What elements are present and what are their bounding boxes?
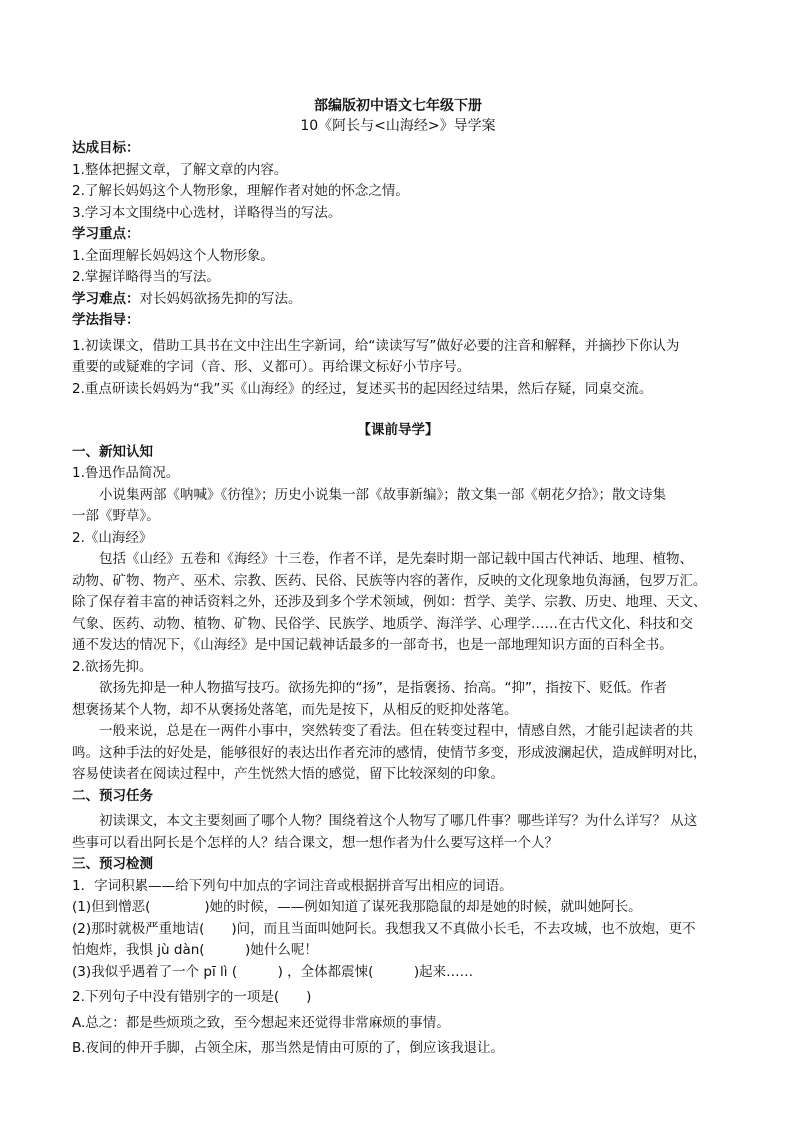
part1-item3-p2-line: 一般来说，总是在一两件小事中，突然转变了看法。但在转变过程中，情感自然，才能引起读者的共 xyxy=(99,723,693,739)
goal-item: 1.整体把握文章，了解文章的内容。 xyxy=(72,161,288,178)
key-points-heading: 学习重点： xyxy=(72,226,140,242)
question-2: 2.下列句子中没有错别字的一项是( ) xyxy=(72,989,312,1005)
part1-item3-p2-line: 鸣。这种手法的好处是，能够很好的表达出作者充沛的感情，使情节多变，形成波澜起伏，造成鲜明对比， xyxy=(72,744,707,761)
method-line: 1.初读课文，借助工具书在文中注出生字新词，给“读读写写”做好必要的注音和解释，并摘抄下你认为 xyxy=(72,337,680,354)
key-point-item: 1.全面理解长妈妈这个人物形象。 xyxy=(72,247,274,264)
question-1-item: 怕炮炸，我惧 jù dàn( )她什么呢！ xyxy=(72,942,318,958)
part1-item1-line: 一部《野草》。 xyxy=(72,508,160,524)
part1-item3-p2-line: 容易使读者在阅读过程中，产生恍然大悟的感觉，留下比较深刻的印象。 xyxy=(72,766,504,782)
part3-heading: 三、预习检测 xyxy=(72,856,153,872)
method-heading: 学法指导： xyxy=(72,312,140,328)
method-line: 重要的或疑难的字词（音、形、义都可）。再给课文标好小节序号。 xyxy=(72,359,471,375)
part1-heading: 一、新知认知 xyxy=(72,443,153,460)
part2-line: 些事可以看出阿长是个怎样的人？结合课文，想一想作者为什么要写这样一个人？ xyxy=(72,834,558,851)
part1-item3-p1-line: 欲扬先抑是一种人物描写技巧。欲扬先抑的“扬”，是指褒扬、抬高。“抑”，指按下、贬低。作者 xyxy=(99,680,667,696)
document-subtitle: 10《阿长与<山海经>》导学案 xyxy=(300,118,496,134)
part1-item2-title: 2.《山海经》 xyxy=(72,529,153,546)
difficulty-line xyxy=(72,289,724,311)
part1-item3-title: 2.欲扬先抑。 xyxy=(72,658,153,675)
part1-item3-p1-line: 想褒扬某个人物，却不从褒扬处落笔，而先是按下，从相反的贬抑处落笔。 xyxy=(72,701,518,718)
difficulty-text: 对长妈妈欲扬先抑的写法。 xyxy=(139,290,302,307)
question-1-item: (2)那时就极严重地诘( )问，而且当面叫她阿长。我想我又不真做小长毛，不去攻城，也不放炮，更不 xyxy=(72,920,696,937)
part2-line: 初读课文，本文主要刻画了哪个人物？围绕着这个人物写了哪几件事？哪些详写？为什么详写？ 从这 xyxy=(99,813,698,829)
question-1: 1．字词积累——给下列句中加点的字词注音或根据拼音写出相应的词语。 xyxy=(72,877,513,894)
part1-item2-line: 通不发达的情况下，《山海经》是中国记载神话最多的一部奇书，也是一部地理知识方面的百科全书。 xyxy=(72,637,673,653)
part1-item2-line: 动物、矿物、物产、巫术、宗教、医药、民俗、民族等内容的著作，反映的文化现象地负海涵，包罗万汇。 xyxy=(72,572,707,589)
part1-item1-title: 1.鲁迅作品简况。 xyxy=(72,465,180,481)
key-point-item: 2.掌握详略得当的写法。 xyxy=(72,269,220,285)
part1-item2-line: 包括《山经》五卷和《海经》十三卷，作者不详，是先秦时期一部记载中国古代神话、地理、植物、 xyxy=(99,551,693,567)
difficulty-heading: 学习难点： xyxy=(72,290,140,307)
section-title: 【课前导学】 xyxy=(357,422,439,438)
document-title: 部编版初中语文七年级下册 xyxy=(314,98,482,114)
part1-item1-line: 小说集两部《呐喊》《彷徨》；历史小说集一部《故事新编》；散文集一部《朝花夕拾》；散文诗集 xyxy=(99,486,666,503)
goal-item: 3.学习本文围绕中心选材，详略得当的写法。 xyxy=(72,204,342,221)
goal-item: 2.了解长妈妈这个人物形象，理解作者对她的怀念之情。 xyxy=(72,183,409,199)
question-2-option: A.总之：都是些烦琐之致，至今想起来还觉得非常麻烦的事情。 xyxy=(72,1014,450,1031)
goals-heading: 达成目标： xyxy=(72,140,140,156)
document-page xyxy=(72,96,724,1060)
part2-heading: 二、预习任务 xyxy=(72,787,153,804)
question-1-item: (3)我似乎遇着了一个 pī lì ( ) ，全体都震悚( )起来…… xyxy=(72,963,474,980)
part1-item2-line: 除了保存着丰富的神话资料之外，还涉及到多个学术领域，例如：哲学、美学、宗教、历史、地理、天文、 xyxy=(72,594,707,610)
method-line: 2.重点研读长妈妈为“我”买《山海经》的经过，复述买书的起因经过结果，然后存疑，同桌交流。 xyxy=(72,380,653,397)
question-1-item: (1)但到憎恶( )她的时候，——例如知道了谋死我那隐鼠的却是她的时候，就叫她阿长。 xyxy=(72,899,642,915)
part1-item2-line: 气象、医药、动物、植物、矿物、民俗学、民族学、地质学、海洋学、心理学……在古代文化、科技和交 xyxy=(72,615,693,632)
question-2-option: B.夜间的伸开手脚，占领全床，那当然是情由可原的了，倒应该我退让。 xyxy=(72,1040,505,1056)
